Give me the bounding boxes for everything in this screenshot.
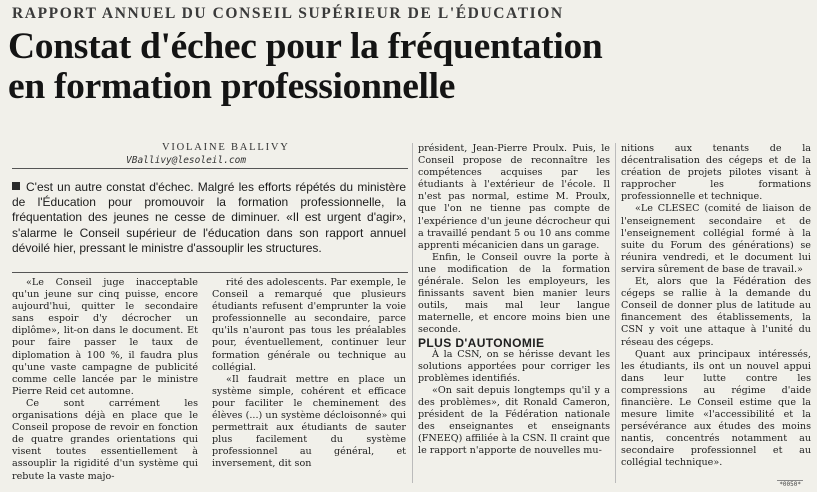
paragraph: À la CSN, on se hérisse devant les solutions apportées pour corriger les problèmes identifiés.	[418, 348, 610, 384]
paragraph: rité des adolescents. Par exemple, le Conseil a remarqué que plusieurs étudiants refusent d'emprunter la voie professionnelle au secondaire, parce qu'ils n'auront pas tous les préalables pour, éventuellement, continuer leur formation générale ou technique au collégial.	[212, 277, 406, 373]
article-headline	[8, 27, 708, 107]
column-2	[212, 277, 406, 471]
page-code: *0050*	[779, 481, 801, 488]
column-divider	[615, 143, 616, 483]
column-4	[621, 143, 811, 470]
paragraph: Enfin, le Conseil ouvre la porte à une modification de la formation générale. Selon les employeurs, les finissants savent bien manier leurs outils, mais mal leur langue maternelle, et encore moins bien une seconde.	[418, 251, 610, 336]
column-divider	[412, 143, 413, 483]
paragraph: «Le CLESEC (comité de liaison de l'enseignement secondaire et de l'enseignement collégial formé à la suite du Forum des générations) se réunira vendredi, et le document lui servira sûrement de base de travail.»	[621, 203, 811, 275]
lede-text: C'est un autre constat d'échec. Malgré les efforts répétés du ministère de l'Éducation pour promouvoir la formation professionnelle, la fréquentation des jeunes ne cesse de diminuer. «Il est urgent d'agir», s'alarme le Conseil supérieur de l'éducation dans son rapport annuel dévoilé hier, pressant le ministre d'assouplir les structures.	[12, 180, 406, 255]
byline-email: VBallivy@lesoleil.com	[126, 155, 247, 166]
byline	[126, 141, 396, 167]
byline-divider	[12, 168, 408, 169]
paragraph: Et, alors que la Fédération des cégeps se rallie à la demande du Conseil de donner plus de latitude au financement des établissements, la CSN y voit une attaque à l'unité du réseau des cégeps.	[621, 276, 811, 348]
paragraph: président, Jean-Pierre Proulx. Puis, le Conseil propose de reconnaître les compétences acquises par les étudiants à l'extérieur de l'école. Il n'est pas normal, estime M. Proulx, que l'on ne tienne pas compte de l'expérience d'un jeune décrocheur qui a travaillé pendant 5 ou 10 ans comme apprenti mécanicien dans un garage.	[418, 143, 610, 251]
paragraph: «On sait depuis longtemps qu'il y a des problèmes», dit Ronald Cameron, président de la Fédération nationale des enseignantes et enseignants (FNEEQ) affiliée à la CSN. Il craint que le rapport n'apporte de nouvelles mu-	[418, 384, 610, 457]
paragraph: «Il faudrait mettre en place un système simple, cohérent et efficace pour faciliter le cheminement des élèves (...) un système décloisonné» qui permettrait aux étudiants de sauter plus facilement du système professionnel au général, et inversement, dit son	[212, 373, 406, 470]
byline-name: VIOLAINE BALLIVY	[162, 142, 290, 153]
paragraph: Ce sont carrément les organisations déjà en place que le Conseil propose de revoir en fonction de quatre grandes orientations qui visent toutes essentiellement à assouplir la rigidité d'un système qui rebute la vaste majo-	[12, 397, 198, 482]
section-subhead: PLUS D'AUTONOMIE	[418, 335, 545, 350]
column-3	[418, 143, 610, 457]
article-kicker: RAPPORT ANNUEL DU CONSEIL SUPÉRIEUR DE L'ÉDUCATION	[12, 5, 564, 22]
paragraph: Quant aux principaux intéressés, les étudiants, ils ont un nouvel appui dans leur lutte contre les compressions au régime d'aide financière. Le Conseil estime que la mesure limite «l'accessibilité et la persévérance aux études des moins nantis, concentrés notamment au secondaire professionnel et au collégial technique».	[621, 348, 811, 469]
article-lede	[12, 180, 406, 256]
lede-divider	[12, 272, 408, 273]
paragraph: nitions aux tenants de la décentralisation des cégeps et de la création de projets pilotes visant à rapprocher les formations professionnelle et technique.	[621, 143, 811, 203]
headline-line-2: en formation professionnelle	[8, 66, 456, 107]
headline-line-1: Constat d'échec pour la fréquentation	[8, 26, 603, 67]
paragraph: «Le Conseil juge inacceptable qu'un jeune sur cinq puisse, encore aujourd'hui, quitter le secondaire sans espoir d'y décrocher un diplôme», lit-on dans le document. Et pour faire passer le taux de diplomation à 100 %, il faudra plus qu'une vaste campagne de publicité comme celle lancée par le ministre Pierre Reid cet automne.	[12, 277, 198, 397]
column-1	[12, 277, 198, 483]
lede-bullet-icon	[12, 182, 20, 190]
